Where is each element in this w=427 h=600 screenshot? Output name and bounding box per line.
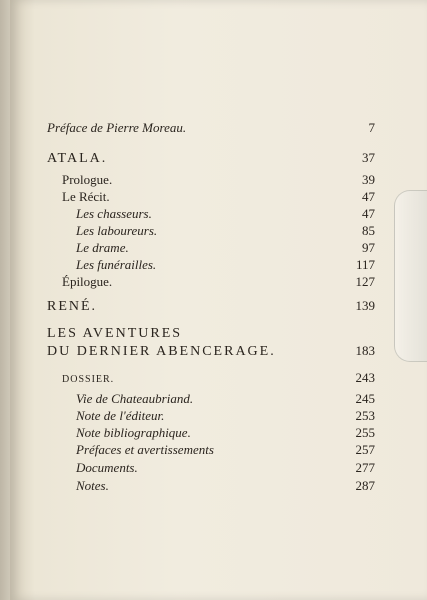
toc-entry-documents: [76, 460, 375, 476]
toc-entry-note-editeur: [76, 408, 375, 424]
toc-page: 37: [362, 150, 375, 165]
toc-entry-vie: [76, 391, 375, 407]
toc-entry-epilogue: [62, 274, 375, 290]
toc-title: Les chasseurs.: [76, 206, 152, 221]
toc-title: Préface de Pierre Moreau.: [47, 120, 187, 135]
toc-page: 183: [355, 343, 375, 358]
toc-entry-aventures-line2: [47, 343, 375, 360]
toc-entry-note-biblio: [76, 425, 375, 441]
toc-page: 7: [368, 120, 375, 135]
toc-entry-preface: [47, 120, 375, 136]
toc-entry-rene: [47, 298, 375, 315]
toc-title: Le Récit.: [62, 189, 110, 204]
toc-entry-aventures-line1: [47, 326, 375, 342]
toc-page: 253: [355, 408, 375, 423]
toc-entry-le-recit: [62, 189, 375, 205]
toc-entry-le-drame: [76, 240, 375, 256]
toc-title: Le drame.: [76, 240, 129, 255]
toc-title: LES AVENTURES: [47, 326, 183, 341]
toc-title: ATALA.: [47, 151, 108, 166]
toc-page: 255: [355, 425, 375, 440]
toc-title: RENÉ.: [47, 299, 98, 314]
toc-page: 277: [355, 460, 375, 475]
toc-title: Vie de Chateaubriand.: [76, 391, 194, 406]
toc-entry-notes: [76, 478, 375, 494]
toc-page: 127: [355, 274, 375, 289]
toc-entry-les-funerailles: [76, 257, 375, 273]
toc-entry-atala: [47, 150, 375, 167]
toc-page: 47: [362, 189, 375, 204]
toc-entry-prologue: [62, 172, 375, 188]
toc-title: Notes.: [76, 478, 109, 493]
toc-page: 47: [362, 206, 375, 221]
toc-title: DU DERNIER ABENCERAGE.: [47, 344, 276, 359]
toc-title: Note de l'éditeur.: [76, 408, 165, 423]
toc-title: Les funérailles.: [76, 257, 157, 272]
toc-page: 257: [355, 442, 375, 457]
toc-page: 39: [362, 172, 375, 187]
toc-page: 139: [355, 298, 375, 313]
toc-page: 287: [355, 478, 375, 493]
toc-title: Épilogue.: [62, 274, 113, 289]
toc-title: DOSSIER.: [62, 374, 115, 385]
toc-entry-les-laboureurs: [76, 223, 375, 239]
toc-title: Prologue.: [62, 172, 113, 187]
toc-page: 245: [355, 391, 375, 406]
toc-title: Les laboureurs.: [76, 223, 158, 238]
toc-page: 117: [355, 257, 375, 272]
toc-page: 243: [355, 370, 375, 385]
toc-page: 97: [362, 240, 375, 255]
toc-entry-prefaces: [76, 442, 375, 458]
toc-title: Préfaces et avertissements: [76, 442, 214, 457]
toc-title: Note bibliographique.: [76, 425, 191, 440]
toc-entry-les-chasseurs: [76, 206, 375, 222]
toc-title: Documents.: [76, 460, 138, 475]
toc-page: 85: [362, 223, 375, 238]
toc-entry-dossier: [62, 370, 375, 386]
